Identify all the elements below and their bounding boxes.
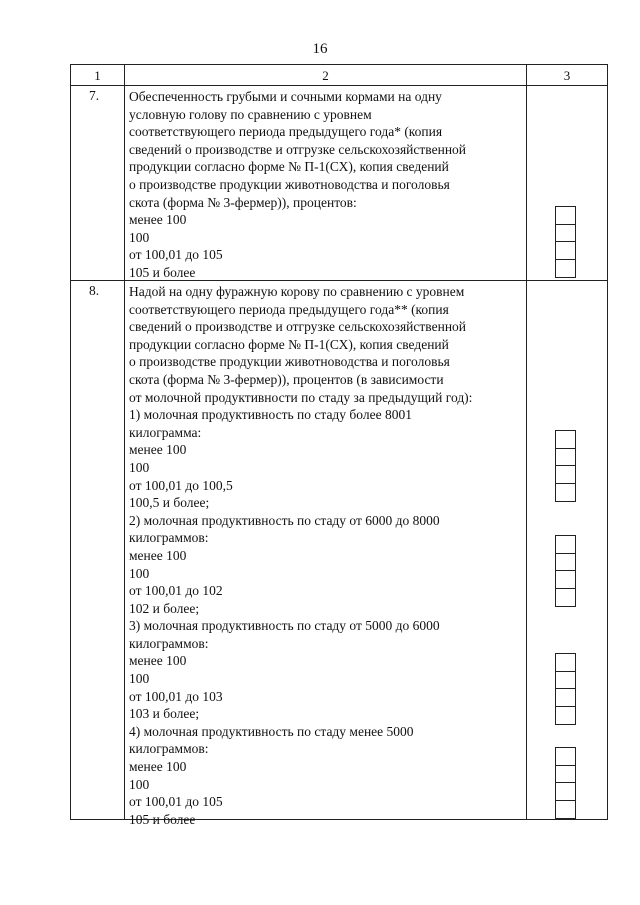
- text-line: менее 100: [129, 442, 187, 458]
- column-header-1: 1: [94, 68, 101, 83]
- checkbox[interactable]: [556, 748, 575, 766]
- row-text: [129, 283, 472, 828]
- checkbox[interactable]: [556, 466, 575, 484]
- text-line: о производстве продукции животноводства и поголовья: [129, 176, 450, 192]
- checkbox[interactable]: [556, 225, 575, 243]
- checkbox[interactable]: [556, 536, 575, 554]
- checkbox[interactable]: [556, 431, 575, 449]
- text-line: 1) молочная продуктивность по стаду более 8001: [129, 407, 412, 423]
- text-line: от 100,01 до 103: [129, 688, 223, 704]
- checkbox[interactable]: [556, 801, 575, 819]
- checkbox[interactable]: [556, 260, 575, 278]
- checkbox-group: [555, 535, 576, 607]
- column-header-3: 3: [563, 68, 571, 83]
- text-line: от 100,01 до 105: [129, 794, 223, 810]
- text-line: менее 100: [129, 759, 187, 775]
- text-line: килограммов:: [129, 741, 209, 757]
- text-line: 100: [129, 459, 150, 475]
- text-line: 103 и более;: [129, 706, 200, 722]
- text-line: 100: [129, 776, 150, 792]
- text-line: 105 и более: [129, 264, 196, 280]
- text-line: килограммов:: [129, 635, 209, 651]
- text-line: о производстве продукции животноводства и поголовья: [129, 354, 450, 370]
- text-line: соответствующего периода предыдущего года** (копия: [129, 301, 449, 317]
- checkbox[interactable]: [556, 484, 575, 502]
- text-line: сведений о производстве и отгрузке сельскохозяйственной: [129, 319, 467, 335]
- text-line: от 100,01 до 100,5: [129, 477, 233, 493]
- text-line: сведений о производстве и отгрузке сельскохозяйственной: [129, 141, 467, 157]
- text-line: 105 и более: [129, 811, 196, 827]
- checkbox[interactable]: [556, 449, 575, 467]
- column-header-2: 2: [322, 68, 329, 83]
- page-number: 16: [312, 41, 328, 57]
- row-text: [129, 88, 466, 282]
- text-line: условную голову по сравнению с уровнем: [129, 106, 372, 122]
- text-line: Надой на одну фуражную корову по сравнению с уровнем: [129, 284, 465, 299]
- text-line: от 100,01 до 105: [129, 247, 223, 263]
- text-line: менее 100: [129, 547, 187, 563]
- text-line: скота (форма № 3-фермер)), процентов:: [129, 194, 357, 210]
- checkbox[interactable]: [556, 207, 575, 225]
- text-line: 102 и более;: [129, 600, 200, 616]
- checkbox[interactable]: [556, 554, 575, 572]
- checkbox[interactable]: [556, 242, 575, 260]
- text-line: 4) молочная продуктивность по стаду менее 5000: [129, 723, 414, 739]
- text-line: продукции согласно форме № П-1(СХ), копия сведений: [129, 159, 449, 175]
- checkbox[interactable]: [556, 654, 575, 672]
- criteria-table: [70, 64, 608, 827]
- checkbox[interactable]: [556, 589, 575, 607]
- text-line: продукции согласно форме № П-1(СХ), копия сведений: [129, 336, 449, 352]
- text-line: 100: [129, 229, 150, 245]
- text-line: килограммов:: [129, 530, 209, 546]
- checkbox[interactable]: [556, 783, 575, 801]
- text-line: 3) молочная продуктивность по стаду от 5000 до 6000: [129, 618, 440, 634]
- checkbox[interactable]: [556, 689, 575, 707]
- text-line: 100: [129, 671, 150, 687]
- text-line: 100: [129, 565, 150, 581]
- checkbox[interactable]: [556, 571, 575, 589]
- text-line: 2) молочная продуктивность по стаду от 6000 до 8000: [129, 512, 440, 528]
- column-divider: [124, 65, 125, 819]
- text-line: менее 100: [129, 653, 187, 669]
- checkbox[interactable]: [556, 672, 575, 690]
- text-line: килограмма:: [129, 424, 202, 440]
- column-divider: [526, 65, 527, 819]
- text-line: скота (форма № 3-фермер)), процентов (в зависимости: [129, 371, 444, 387]
- text-line: Обеспеченность грубыми и сочными кормами на одну: [129, 89, 442, 104]
- checkbox-group: [555, 430, 576, 502]
- text-line: от молочной продуктивности по стаду за предыдущий год):: [129, 389, 473, 405]
- row-number: 8.: [89, 283, 100, 298]
- checkbox-group: [555, 653, 576, 725]
- header-divider: [71, 85, 607, 86]
- row-number: 7.: [89, 88, 100, 103]
- text-line: от 100,01 до 102: [129, 583, 223, 599]
- text-line: соответствующего периода предыдущего года* (копия: [129, 124, 443, 140]
- checkbox[interactable]: [556, 766, 575, 784]
- checkbox-group: [555, 747, 576, 819]
- checkbox[interactable]: [556, 707, 575, 725]
- checkbox-group: [555, 206, 576, 278]
- text-line: менее 100: [129, 212, 187, 228]
- text-line: 100,5 и более;: [129, 495, 210, 511]
